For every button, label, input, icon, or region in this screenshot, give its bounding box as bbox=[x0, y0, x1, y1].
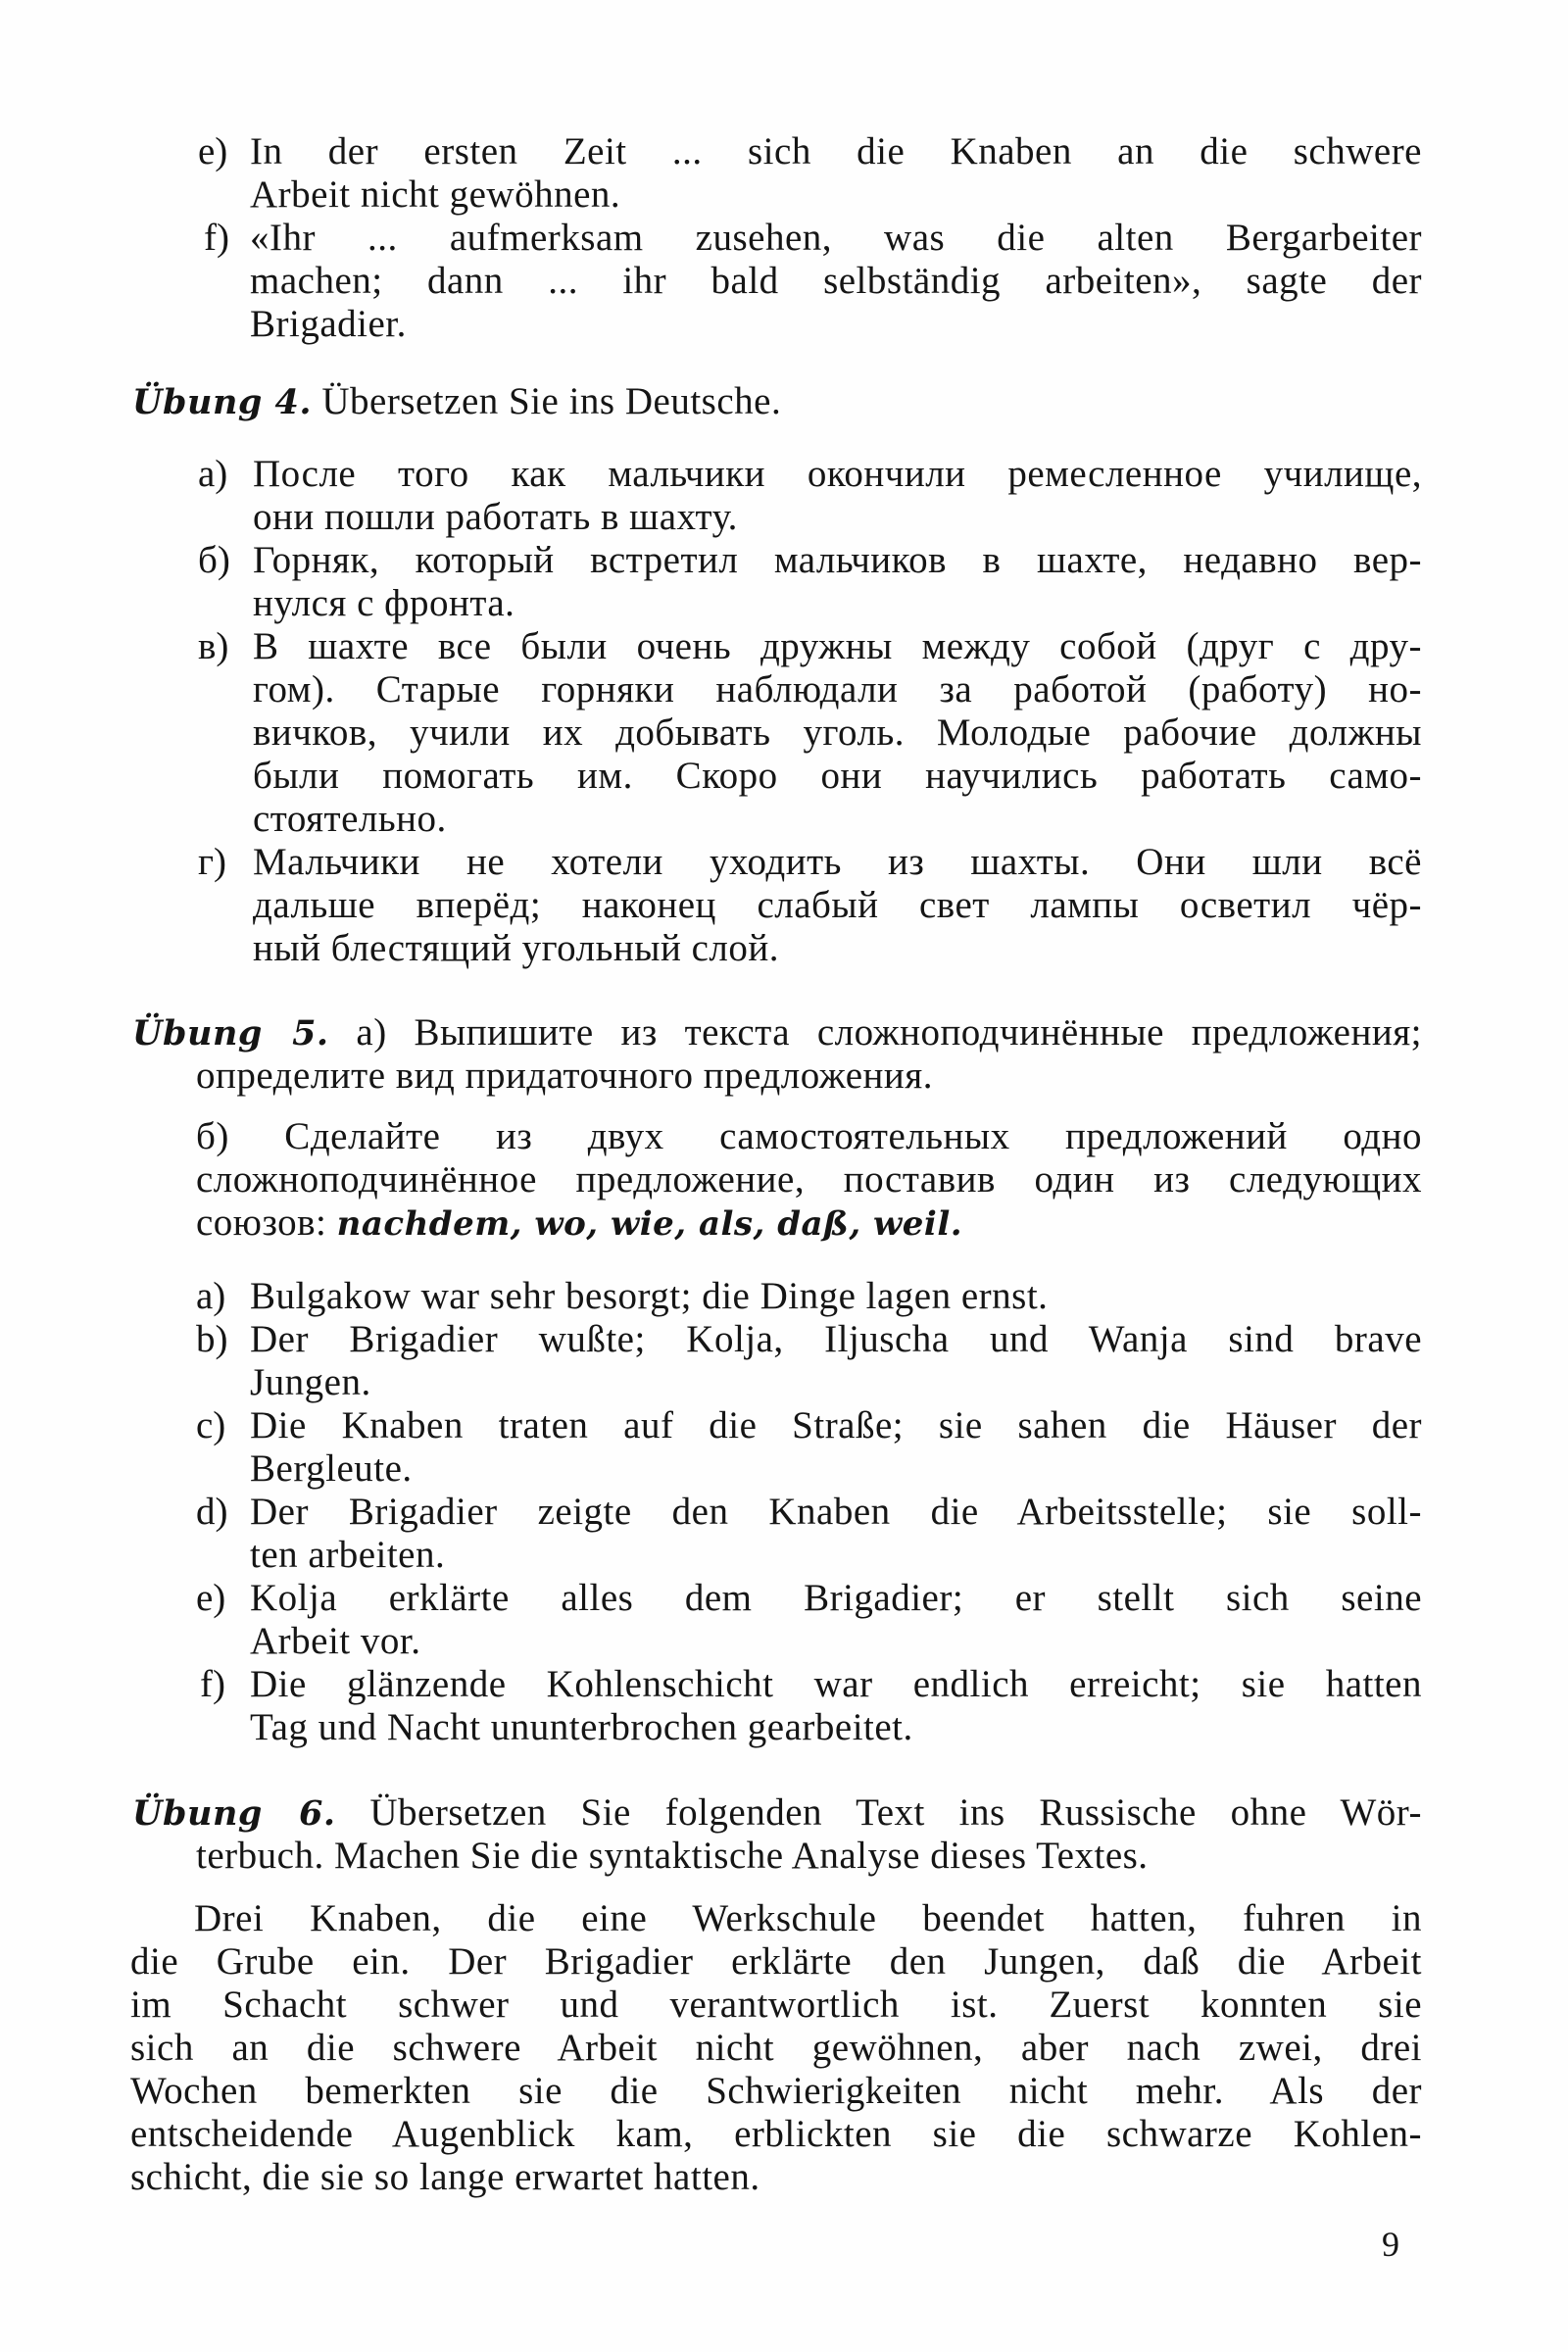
item-label: e) bbox=[196, 1577, 226, 1619]
item-line: Die Knaben traten auf die Straße; sie sahen die Häuser der bbox=[250, 1404, 1422, 1446]
item-line: machen; dann ... ihr bald selbständig arbeiten», sagte der bbox=[250, 260, 1422, 302]
page-number: 9 bbox=[1382, 2225, 1399, 2264]
item-line: Der Brigadier wußte; Kolja, Iljuscha und Wanja sind brave bbox=[250, 1318, 1422, 1360]
exercise-heading: Übung 6. bbox=[132, 1793, 336, 1834]
instruction-line: определите вид придаточного предложения. bbox=[196, 1054, 933, 1097]
item-line: Brigadier. bbox=[250, 303, 407, 345]
item-label: г) bbox=[198, 841, 226, 883]
conjunctions-list: nachdem, wo, wie, als, daß, weil. bbox=[336, 1204, 963, 1244]
item-label: в) bbox=[198, 625, 229, 667]
conjunctions-prefix: союзов: bbox=[196, 1201, 337, 1244]
item-line: Jungen. bbox=[250, 1361, 371, 1403]
item-line: «Ihr ... aufmerksam zusehen, was die alten Bergarbeiter bbox=[250, 217, 1422, 259]
exercise-heading: Übung 4. bbox=[132, 382, 313, 422]
instruction-line-conjunctions bbox=[196, 1201, 1422, 1245]
item-line: Der Brigadier zeigte den Knaben die Arbeitsstelle; sie soll- bbox=[250, 1491, 1422, 1533]
text-line: schicht, die sie so lange erwartet hatten. bbox=[130, 2156, 760, 2198]
item-line: Tag und Nacht ununterbrochen gearbeitet. bbox=[250, 1706, 913, 1748]
item-line: были помогать им. Скоро они научились работать само- bbox=[253, 755, 1422, 797]
item-label: a) bbox=[196, 1275, 226, 1317]
item-line: ten arbeiten. bbox=[250, 1534, 446, 1576]
exercise-heading: Übung 5. bbox=[132, 1013, 329, 1054]
instruction-line: б) Сделайте из двух самостоятельных предложений одно bbox=[196, 1115, 1422, 1157]
item-line: Arbeit nicht gewöhnen. bbox=[250, 173, 621, 216]
item-line: дальше вперёд; наконец слабый свет лампы осветил чёр- bbox=[253, 884, 1422, 926]
item-label: d) bbox=[196, 1491, 228, 1533]
item-line: Kolja erklärte alles dem Brigadier; er stellt sich seine bbox=[250, 1577, 1422, 1619]
item-line: Bergleute. bbox=[250, 1447, 413, 1490]
item-label: f) bbox=[204, 217, 229, 259]
item-line: ный блестящий угольный слой. bbox=[253, 927, 779, 969]
item-label: f) bbox=[200, 1663, 225, 1705]
instruction-line: сложноподчинённое предложение, поставив один из следующих bbox=[196, 1158, 1422, 1200]
exercise-instruction: Übersetzen Sie ins Deutsche. bbox=[321, 380, 782, 422]
item-line: вичков, учили их добывать уголь. Молодые рабочие должны bbox=[253, 711, 1422, 754]
item-line: In der ersten Zeit ... sich die Knaben an die schwere bbox=[250, 130, 1422, 172]
item-label: e) bbox=[198, 130, 228, 172]
exercise-instruction: Übersetzen Sie folgenden Text ins Russische ohne Wör- bbox=[369, 1791, 1422, 1834]
item-line: они пошли работать в шахту. bbox=[253, 496, 738, 538]
text-line: im Schacht schwer und verantwortlich ist. Zuerst konnten sie bbox=[130, 1984, 1422, 2026]
text-line: Wochen bemerkten sie die Schwierigkeiten nicht mehr. Als der bbox=[130, 2070, 1422, 2112]
item-line: нулся с фронта. bbox=[253, 582, 515, 624]
item-line: Горняк, который встретил мальчиков в шахте, недавно вер- bbox=[253, 539, 1422, 581]
item-label: а) bbox=[198, 453, 228, 495]
text-line: sich an die schwere Arbeit nicht gewöhnen, aber nach zwei, drei bbox=[130, 2027, 1422, 2069]
exercise-instruction: а) Выпишите из текста сложноподчинённые предложения; bbox=[356, 1011, 1422, 1054]
instruction-line: terbuch. Machen Sie die syntaktische Analyse dieses Textes. bbox=[196, 1835, 1149, 1877]
item-label: б) bbox=[198, 539, 230, 581]
item-label: b) bbox=[196, 1318, 228, 1360]
item-line: Arbeit vor. bbox=[250, 1620, 421, 1662]
item-line: Мальчики не хотели уходить из шахты. Они шли всё bbox=[253, 841, 1422, 883]
item-line: Bulgakow war sehr besorgt; die Dinge lagen ernst. bbox=[250, 1275, 1049, 1317]
text-line: die Grube ein. Der Brigadier erklärte den Jungen, daß die Arbeit bbox=[130, 1940, 1422, 1983]
item-line: гом). Старые горняки наблюдали за работой (работу) но- bbox=[253, 668, 1422, 710]
item-line: После того как мальчики окончили ремесленное училище, bbox=[253, 453, 1422, 495]
exercise-6-header bbox=[132, 1791, 1422, 1835]
exercise-5-header bbox=[132, 1011, 1422, 1054]
item-line: Die glänzende Kohlenschicht war endlich erreicht; sie hatten bbox=[250, 1663, 1422, 1705]
item-line: стоятельно. bbox=[253, 798, 447, 840]
text-line: Drei Knaben, die eine Werkschule beendet hatten, fuhren in bbox=[194, 1897, 1422, 1939]
exercise-4-header bbox=[132, 380, 1422, 423]
text-line: entscheidende Augenblick kam, erblickten sie die schwarze Kohlen- bbox=[130, 2113, 1422, 2155]
item-line: В шахте все были очень дружны между собой (друг с дру- bbox=[253, 625, 1422, 667]
item-label: c) bbox=[196, 1404, 226, 1446]
